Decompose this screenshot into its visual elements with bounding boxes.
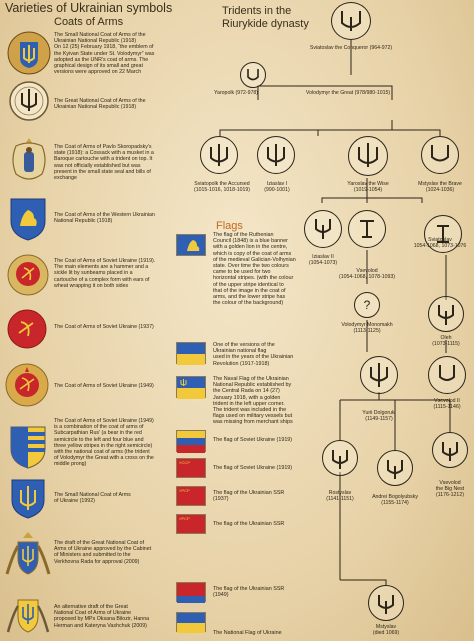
label-iziaslav-ii: Iziaslav II (1054-1073) xyxy=(308,254,338,266)
label-vsevolod-ii: Vsevolod II (1115-1146) xyxy=(433,398,461,410)
flag-9-caption: The National Flag of Ukraine xyxy=(213,630,282,636)
trident-node-vsevolod-ii xyxy=(428,356,466,394)
trident-icon xyxy=(201,137,237,173)
coat-6-description: The Coat of Arms of Soviet Ukraine (1937) xyxy=(54,324,154,330)
flag-ukrainian-ssr: УРСР xyxy=(176,514,206,534)
bident-icon xyxy=(378,451,412,485)
trident-icon xyxy=(361,357,397,393)
flag-6-caption: The flag of the Ukrainian SSR (1937) xyxy=(213,490,285,503)
bident-icon xyxy=(433,433,467,467)
flag-ukrainian-ssr-1937: УРСР xyxy=(176,486,206,506)
unknown-node-monomakh: ? xyxy=(354,292,380,318)
trident-node-iziaslav-i xyxy=(257,136,295,174)
trident-node-andrei xyxy=(377,450,413,486)
flag-5-caption: The flag of Soviet Ukraine (1919) xyxy=(213,465,293,471)
trident-node-oleh xyxy=(428,296,464,332)
bident-icon xyxy=(241,63,265,87)
trident-node-rostyslav xyxy=(322,440,358,476)
coat-5-description: The Coat of Arms of Soviet Ukraine (1919). The main elements are a hammer and a sickle lit by sunbeams placed in a cartouche of a complex form with ears of wheat wrapping it on both sides xyxy=(54,258,156,289)
label-yaropolk: Yaropolk (972-978) xyxy=(213,90,259,96)
trident-node-vsevolod-big-nest xyxy=(432,432,468,468)
coat-10-description: The draft of the Great National Coat of Arms of Ukraine approved by the Cabinet of Ministers and submitted to the Verkhovna Rada for approval (2009) xyxy=(54,540,152,565)
bident-icon xyxy=(349,211,385,247)
flag-2-caption: One of the versions of the Ukrainian national flag used in the years of the Ukrainian Revolution (1917-1918) xyxy=(213,342,294,367)
trident-icon xyxy=(349,137,387,175)
coat-7-description: The Coat of Arms of Soviet Ukraine (1949) xyxy=(54,383,154,389)
trident-node-sviatoslav xyxy=(331,2,371,40)
coat-11-description: An alternative draft of the Great National Coat of Arms of Ukraine proposed by MPs Oksana Bilozir, Hanna Herman and Kateryna Vashchuk (2009) xyxy=(54,604,150,629)
label-mstyslav-brave: Mstyslav the Brave (1024-1036) xyxy=(418,181,462,193)
bident-icon xyxy=(323,441,357,475)
flag-4-caption: The flag of Soviet Ukraine (1919) xyxy=(213,437,293,443)
flag-7-caption: The flag of the Ukrainian SSR xyxy=(213,521,285,527)
flag-8-caption: The flag of the Ukrainian SSR (1949) xyxy=(213,586,285,599)
page-title: Varieties of Ukrainian symbols xyxy=(5,1,173,15)
flag-3-caption: The Naval Flag of the Ukrainian National Republic established by the Central Rada on 14 (27) January 1918, with a golden trident in the left upper corner. The trident was included in the flags used on military vessels but was missing from merchant ships xyxy=(213,376,293,426)
coats-of-arms-heading: Coats of Arms xyxy=(54,16,124,28)
trident-node-sviatopolk xyxy=(200,136,238,174)
trident-node-mstyslav-brave xyxy=(421,136,459,174)
label-vsevolod-big-nest: Vsevolod the Big Nest (1176-1212) xyxy=(435,480,465,498)
coat-3-description: The Coat of Arms of Pavlo Skoropadsky's state (1918): a Cossack with a musket in a Baroque cartouche with a trident on top. It was not officially established but was present in the small state seal and bills of exchange xyxy=(54,144,154,182)
bident-icon xyxy=(422,137,458,173)
flag-1-caption: The flag of the Ruthenian Council (1848) is a blue banner with a golden lion in the centre, which is copy of the coat of arms of the medieval Galician-Volhynian state. Over time the two colours came to be used for two horizontal stripes. (with the colour of the upper stripe identical to that of the image in the coat of arms, and the lower stripe has the colour of the background) xyxy=(213,232,296,307)
flag-soviet-ukraine-1919-b: УССР xyxy=(176,458,206,478)
coat-2-description: The Great National Coat of Arms of the Ukrainian National Republic (1918) xyxy=(54,98,146,111)
trident-node-vsevolod xyxy=(348,210,386,248)
flags-heading: Flags xyxy=(216,220,243,232)
label-sviatoslav-conqueror: Sviatoslav the Conqueror (964-972) xyxy=(309,45,393,51)
label-sviatoslav-ii: Sviatoslav 1054-1068, 1073-1076 xyxy=(413,237,467,249)
trident-node-mstyslav-1069 xyxy=(368,585,404,621)
label-andrei: Andrei Bogolyubsky (1155-1174) xyxy=(372,494,418,506)
tridents-heading-line1: Tridents in the xyxy=(222,5,292,17)
coat-8-description: The Coat of Arms of Soviet Ukraine (1949) is a combination of the coat of arms of Subcarpathian Rus' (a bear in the red semicircle to the left and four blue and three yellow stripes in the right semicircle) with the national coat of arms (the trident of Volodymyr the Great with a cross on the middle prong) xyxy=(54,418,154,468)
label-iziaslav-i: Iziaslav I (990-1001) xyxy=(264,181,290,193)
label-volodymyr-monomakh: Volodymyr Monomakh (1113-1125) xyxy=(341,322,393,334)
label-rostyslav: Rostyslav (1141-1151) xyxy=(326,490,354,502)
bident-icon xyxy=(332,3,370,39)
bident-icon xyxy=(305,211,341,247)
trident-node-iziaslav-ii xyxy=(304,210,342,248)
label-vsevolod: Vsevolod (1054-1068, 1078-1093) xyxy=(339,268,395,280)
trident-node-yurii-dolgoruki xyxy=(360,356,398,394)
label-volodymyr-great: Volodymyr the Great (978/980-1015) xyxy=(305,90,391,96)
trident-node-yaropolk xyxy=(240,62,266,88)
label-sviatopolk: Sviatopolk the Accursed (1015-1016, 1018-1019) xyxy=(194,181,250,193)
coat-1-description: The Small National Coat of Arms of the Ukrainian National Republic (1918) On 12 (25) February 1918, “the emblem of the Kyivan State under St. Volodymyr” was adopted as the UNR's coat of arms. The graphical design of its small and great versions were approved on 22 March xyxy=(54,32,155,76)
label-yaroslav-wise: Yaroslav the Wise (1019-1054) xyxy=(347,181,389,193)
label-oleh: Oleh (1073-1115) xyxy=(432,335,460,347)
label-mstyslav-1069: Mstyslav (died 1069) xyxy=(372,624,400,636)
coat-4-description: The Coat of Arms of the Western Ukrainian National Republic (1918) xyxy=(54,212,155,225)
bident-icon xyxy=(429,297,463,331)
trident-node-yaroslav-wise xyxy=(348,136,388,176)
label-yurii-dolgoruki: Yurii Dolgoruki (1149-1157) xyxy=(362,410,396,422)
coat-9-description: The Small National Coat of Arms of Ukraine (1992) xyxy=(54,492,131,505)
bident-icon xyxy=(369,586,403,620)
tridents-heading-line2: Riurykide dynasty xyxy=(222,18,309,30)
bident-icon xyxy=(429,357,465,393)
trident-icon xyxy=(258,137,294,173)
